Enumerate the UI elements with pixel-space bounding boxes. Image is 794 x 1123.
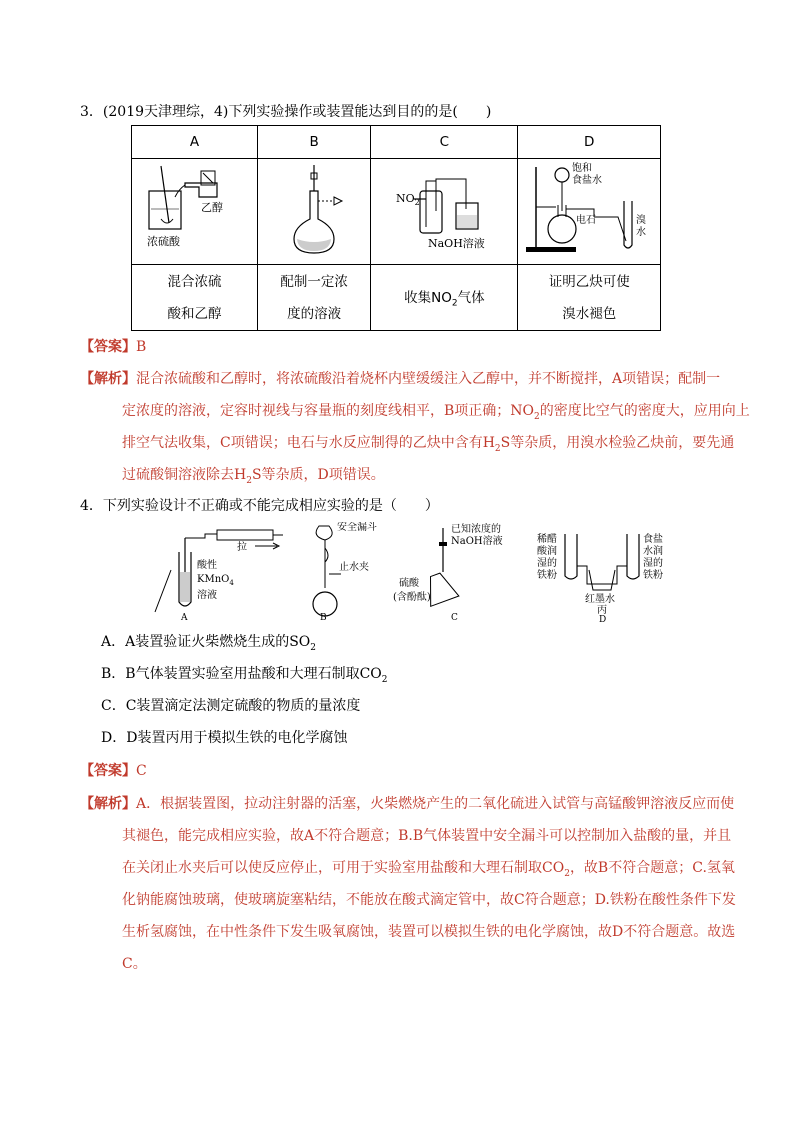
label-dil3: 湿的: [537, 558, 557, 569]
fig-a-ethanol: 乙醇: [201, 200, 224, 214]
q4-answer: [80, 763, 147, 779]
q4-number: 4．: [80, 498, 103, 514]
volumetric-flask-figure: [264, 161, 364, 259]
option-a: A．A装置验证火柴燃烧生成的$SO_2$: [101, 634, 317, 653]
label-red: 红墨水: [585, 594, 615, 605]
answer-value: C: [136, 763, 147, 779]
fig-a-acid: 浓硫酸: [147, 234, 181, 248]
answer-tag: 【答案】: [80, 763, 136, 779]
label-acidic: 酸性: [197, 560, 217, 571]
label-known: 已知浓度的: [451, 524, 501, 535]
label-dil1: 稀醋: [537, 534, 557, 545]
label-a: A: [181, 613, 188, 622]
fig-d-water: 水: [636, 226, 647, 238]
q3-number: 3．: [80, 104, 103, 120]
fig-c-no2: $NO_2$: [396, 191, 421, 207]
q3-figure-c: [371, 159, 518, 265]
label-d: D: [599, 615, 607, 622]
q3-table: [131, 125, 661, 331]
q3-caption-b: 配制一定浓 度的溶液: [257, 265, 370, 331]
label-kmno4: KMnO$_4$: [197, 574, 234, 587]
label-dil4: 铁粉: [537, 570, 557, 581]
fig-d-brine: 饱和: [572, 162, 593, 174]
q3-stem: [80, 104, 491, 120]
label-naoh: NaOH溶液: [451, 536, 503, 547]
label-salt3: 湿的: [643, 558, 663, 569]
fig-d-stone: 电石: [576, 214, 597, 226]
option-c: C．C装置滴定法测定硫酸的物质的量浓度: [101, 698, 361, 714]
q4-options: [101, 626, 388, 754]
q3-caption-a: 混合浓硫 酸和乙醇: [132, 265, 258, 331]
q3-caption-c: 收集$NO_2$气体: [371, 265, 518, 331]
label-solution: 溶液: [197, 590, 217, 601]
label-clamp: 止水夹: [339, 562, 369, 573]
label-phenol: (含酚酞): [393, 592, 431, 603]
q3-figure-b: [257, 159, 370, 265]
label-salt2: 水润: [643, 546, 663, 557]
label-c: C: [451, 613, 458, 622]
label-pull: 拉: [237, 542, 247, 553]
q4-stem-text: 下列实验设计不正确或不能完成相应实验的是（ ）: [102, 498, 439, 514]
q3-source: (2019天津理综，4)下列实验操作或装置能达到目的的是( ): [102, 104, 492, 120]
label-b: B: [320, 613, 327, 622]
gas-collection-figure: [374, 161, 514, 259]
q3-figure-a: [132, 159, 258, 265]
label-bing: 丙: [597, 605, 607, 616]
q3-analysis: 【解析】混合浓硫酸和乙醇时，将浓硫酸沿着烧杯内壁缓缓注入乙醇中，并不断搅拌，A项错误；配制一 定浓度的溶液，定容时视线与容量瓶的刻度线相平，B项正确；$NO_2$的密度比空气的密度大，应用向上 排空气法收集，C项错误；电石与水反应制得的乙炔中含有$H_2S$等杂质，用溴水检验乙炔前，要先通 过硫酸铜溶液除去$H_2S$等杂质，D项错误。: [80, 371, 750, 486]
q3-header-b: B: [257, 126, 370, 159]
label-salt4: 铁粉: [643, 570, 663, 581]
apparatus-a: [155, 530, 283, 622]
acetylene-apparatus-figure: [520, 161, 658, 259]
mixing-apparatus-figure: [139, 161, 249, 259]
q3-header-a: A: [132, 126, 258, 159]
answer-value: B: [136, 339, 147, 355]
label-dil2: 酸润: [537, 546, 557, 557]
q3-answer: [80, 339, 146, 355]
answer-tag: 【答案】: [80, 339, 136, 355]
apparatus-d: [537, 532, 663, 622]
fig-d-br: 溴: [636, 214, 647, 226]
apparatus-b: [313, 522, 377, 622]
apparatus-c: [393, 522, 503, 622]
fig-c-naoh: NaOH溶液: [428, 236, 486, 250]
q3-figure-d: [518, 159, 661, 265]
q3-caption-d: 证明乙炔可使 溴水褪色: [518, 265, 661, 331]
q3-header-d: D: [518, 126, 661, 159]
fig-d-brine2: 食盐水: [572, 174, 603, 186]
label-funnel: 安全漏斗: [337, 522, 377, 533]
label-sulfuric: 硫酸: [399, 578, 419, 589]
q4-analysis: 【解析】A．根据装置图，拉动注射器的活塞，火柴燃烧产生的二氧化硫进入试管与高锰酸钾溶液反应而使 其褪色，能完成相应实验，故A不符合题意；B.B气体装置中安全漏斗可以控制加入盐酸的量，并且 在关闭止水夹后可以使反应停止，可用于实验室用盐酸和大理石制取$CO_2$，故B不符合题意；C.氢氧 化钠能腐蚀玻璃，使玻璃旋塞粘结，不能放在酸式滴定管中，故C符合题意；D.铁粉在酸性条件下发 生析氢腐蚀，在中性条件下发生吸氧腐蚀，装置可以模拟生铁的电化学腐蚀，故D不符合题意。故选 C。: [80, 796, 736, 972]
q4-stem: [80, 498, 439, 514]
q4-apparatus-figure: [145, 522, 665, 622]
label-salt1: 食盐: [643, 534, 663, 545]
option-d: D．D装置丙用于模拟生铁的电化学腐蚀: [101, 730, 348, 746]
option-b: B．B气体装置实验室用盐酸和大理石制取$CO_2$: [101, 666, 388, 685]
q3-header-c: C: [371, 126, 518, 159]
